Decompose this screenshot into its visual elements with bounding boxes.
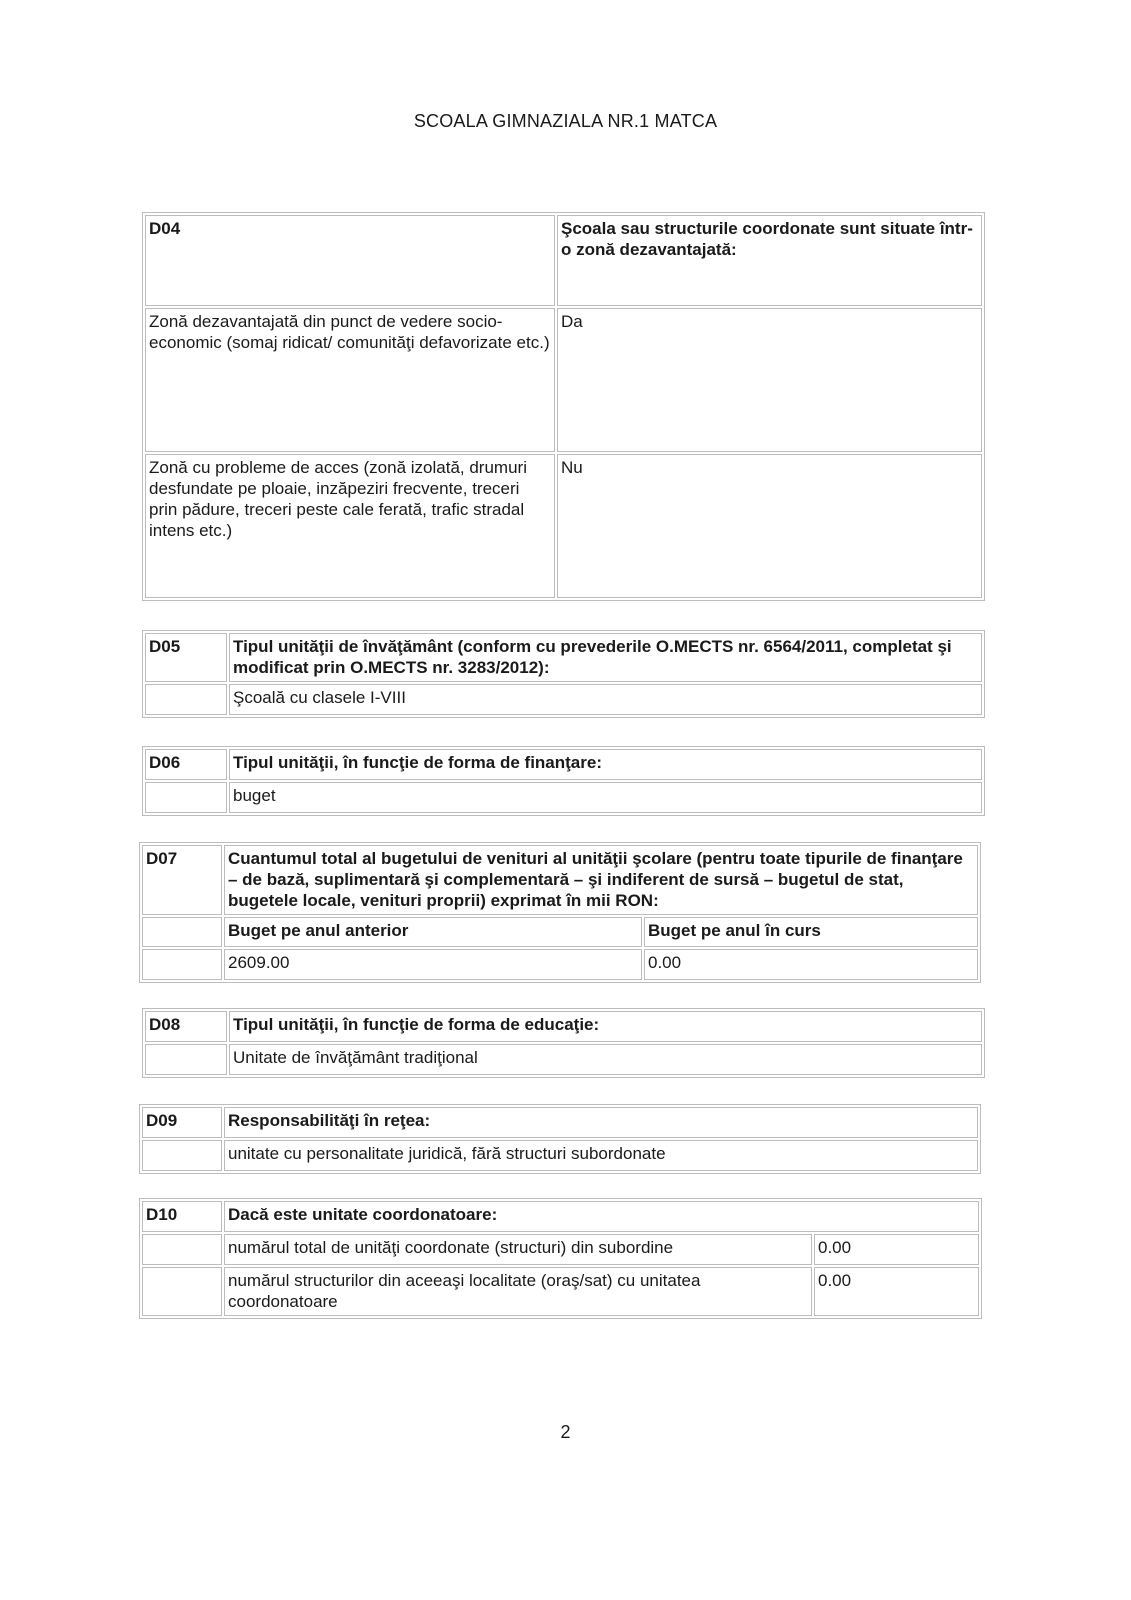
section-title: Responsabilităţi în reţea: — [224, 1107, 978, 1138]
section-title: Tipul unităţii, în funcţie de forma de educaţie: — [229, 1011, 982, 1042]
section-title: Tipul unităţii, în funcţie de forma de finanţare: — [229, 749, 982, 780]
table-row — [142, 1201, 979, 1232]
row-value: Da — [557, 308, 982, 452]
table-row — [145, 684, 982, 715]
section-code: D10 — [142, 1201, 222, 1232]
section-code: D04 — [145, 215, 555, 306]
table-row — [145, 1044, 982, 1075]
table-row — [145, 1011, 982, 1042]
table-row — [145, 782, 982, 813]
table-d04 — [142, 212, 985, 601]
table-row — [142, 1140, 978, 1171]
table-row — [145, 454, 982, 598]
section-title: Şcoala sau structurile coordonate sunt situate într-o zonă dezavantajată: — [557, 215, 982, 306]
row-label: Zonă cu probleme de acces (zonă izolată, drumuri desfundate pe ploaie, inzăpeziri frecvente, treceri prin pădure, treceri peste cale ferată, trafic stradal intens etc.) — [145, 454, 555, 598]
table-d09 — [139, 1104, 981, 1174]
table-row — [142, 949, 978, 980]
section-value: unitate cu personalitate juridică, fără structuri subordonate — [224, 1140, 978, 1171]
table-row — [145, 633, 982, 682]
table-d05 — [142, 630, 985, 718]
row-value: 0.00 — [814, 1267, 979, 1316]
table-d08 — [142, 1008, 985, 1078]
row-label: numărul structurilor din aceeaşi localitate (oraş/sat) cu unitatea coordonatoare — [224, 1267, 812, 1316]
table-d10 — [139, 1198, 982, 1319]
budget-current-year: 0.00 — [644, 949, 978, 980]
table-row — [142, 1234, 979, 1265]
section-code: D06 — [145, 749, 227, 780]
table-d06 — [142, 746, 985, 816]
table-row — [145, 308, 982, 452]
page-header: SCOALA GIMNAZIALA NR.1 MATCA — [413, 111, 718, 131]
section-code: D09 — [142, 1107, 222, 1138]
table-row — [142, 1107, 978, 1138]
row-label: Zonă dezavantajată din punct de vedere socio-economic (somaj ridicat/ comunităţi defavorizate etc.) — [145, 308, 555, 452]
table-d07 — [139, 842, 981, 983]
budget-previous-year: 2609.00 — [224, 949, 642, 980]
section-code: D07 — [142, 845, 222, 915]
row-value: Nu — [557, 454, 982, 598]
section-title: Cuantumul total al bugetului de venituri al unităţii şcolare (pentru toate tipurile de finanţare – de bază, suplimentară şi complementară – şi indiferent de sursă – bugetul de stat, bugetele locale, venituri proprii) exprimat în mii RON: — [224, 845, 978, 915]
section-code: D08 — [145, 1011, 227, 1042]
table-row — [142, 1267, 979, 1316]
table-row — [145, 749, 982, 780]
table-row — [145, 215, 982, 306]
section-value: Unitate de învăţământ tradiţional — [229, 1044, 982, 1075]
section-title: Tipul unităţii de învăţământ (conform cu prevederile O.MECTS nr. 6564/2011, completat şi modificat prin O.MECTS nr. 3283/2012): — [229, 633, 982, 682]
section-title: Dacă este unitate coordonatoare: — [224, 1201, 979, 1232]
page-number: 2 — [560, 1422, 571, 1442]
section-value: Şcoală cu clasele I-VIII — [229, 684, 982, 715]
row-label: numărul total de unităţi coordonate (structuri) din subordine — [224, 1234, 812, 1265]
table-row — [142, 845, 978, 915]
section-code: D05 — [145, 633, 227, 682]
section-value: buget — [229, 782, 982, 813]
column-header: Buget pe anul anterior — [224, 917, 642, 947]
table-row — [142, 917, 978, 947]
column-header: Buget pe anul în curs — [644, 917, 978, 947]
row-value: 0.00 — [814, 1234, 979, 1265]
